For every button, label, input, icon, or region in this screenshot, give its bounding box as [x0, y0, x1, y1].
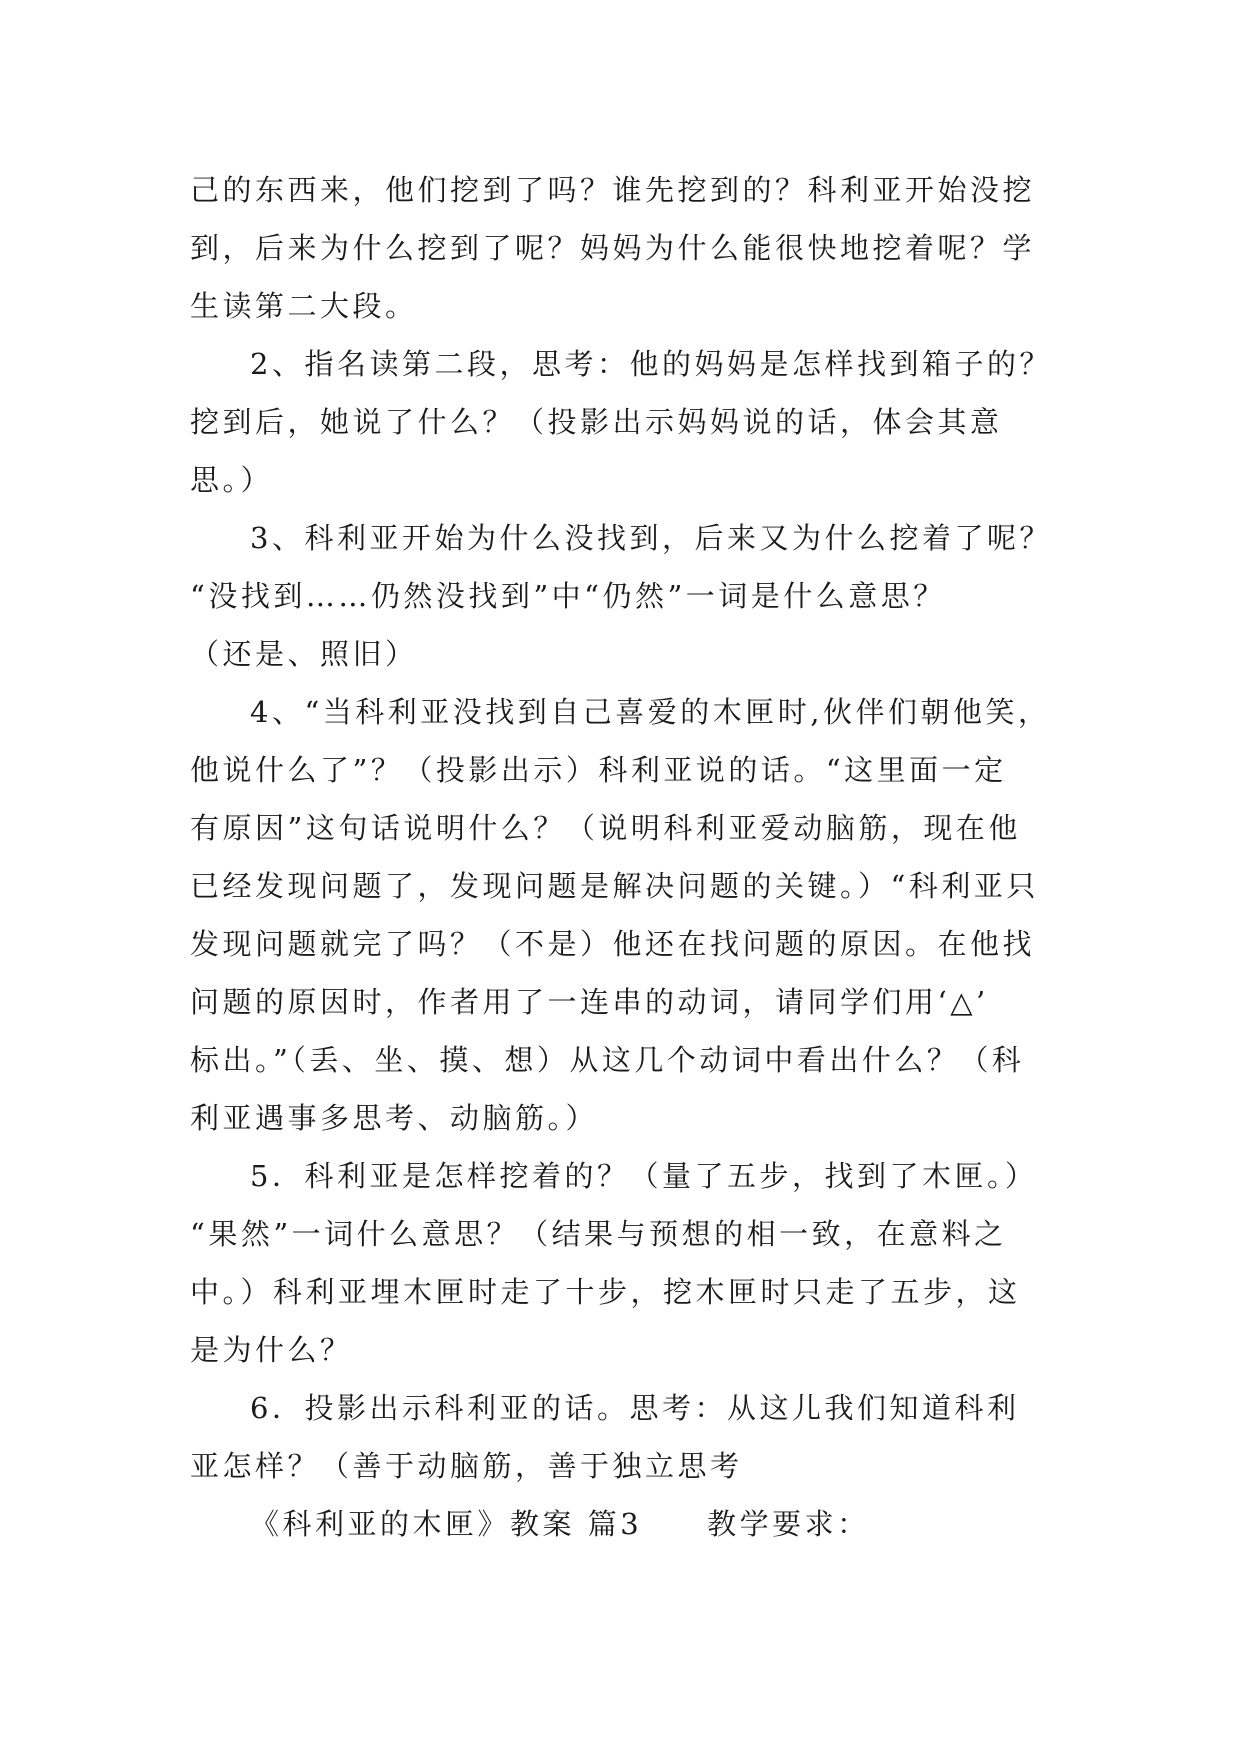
text-line: 是为什么？ — [190, 1333, 353, 1367]
text-line: 亚怎样？（善于动脑筋，善于独立思考 — [190, 1449, 743, 1483]
text-line: 生读第二大段。 — [190, 289, 418, 323]
paragraph-start: 4、“当科利亚没找到自己喜爱的木匣时,伙伴们朝他笑， — [250, 695, 1051, 729]
section-heading: 《科利亚的木匣》教案 篇3 教学要求： — [250, 1507, 870, 1541]
paragraph-start: 6．投影出示科利亚的话。思考：从这儿我们知道科利 — [250, 1391, 1020, 1425]
text-line: 有原因”这句话说明什么？（说明科利亚爱动脑筋，现在他 — [190, 811, 1021, 845]
text-line: （还是、照旧） — [190, 637, 418, 671]
text-line: 问题的原因时，作者用了一连串的动词，请同学们用‘△’ — [190, 985, 989, 1019]
paragraph-start: 5．科利亚是怎样挖着的？（量了五步，找到了木匣。） — [250, 1159, 1038, 1193]
text-line: 思。） — [190, 463, 274, 497]
paragraph-start: 2、指名读第二段，思考：他的妈妈是怎样找到箱子的？ — [250, 347, 1052, 381]
text-line: 己的东西来，他们挖到了吗？谁先挖到的？科利亚开始没挖 — [190, 173, 1036, 207]
text-line: 利亚遇事多思考、动脑筋。） — [190, 1101, 599, 1135]
text-line: 标出。”（丢、坐、摸、想）从这几个动词中看出什么？（科 — [190, 1043, 1025, 1077]
text-line: 已经发现问题了，发现问题是解决问题的关键。）“科利亚只 — [190, 869, 1039, 903]
text-line: 中。）科利亚埋木匣时走了十步，挖木匣时只走了五步，这 — [190, 1275, 1021, 1309]
text-line: 挖到后，她说了什么？（投影出示妈妈说的话，体会其意 — [190, 405, 1003, 439]
text-line: 他说什么了”？（投影出示）科利亚说的话。“这里面一定 — [190, 753, 1007, 787]
text-line: 到，后来为什么挖到了呢？妈妈为什么能很快地挖着呢？学 — [190, 231, 1036, 265]
text-line: “没找到……仍然没找到”中“仍然”一词是什么意思？ — [190, 579, 946, 613]
text-line: 发现问题就完了吗？（不是）他还在找问题的原因。在他找 — [190, 927, 1036, 961]
paragraph-start: 3、科利亚开始为什么没找到，后来又为什么挖着了呢？ — [250, 521, 1052, 555]
text-line: “果然”一词什么意思？（结果与预想的相一致，在意料之 — [190, 1217, 1007, 1251]
